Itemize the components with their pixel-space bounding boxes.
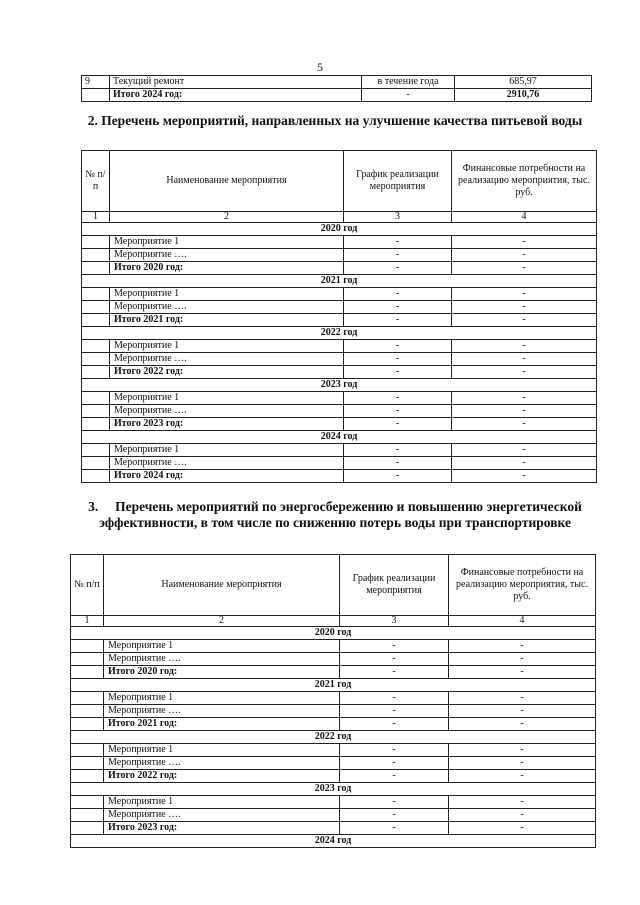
row-finance: - bbox=[449, 757, 596, 770]
table-row bbox=[82, 418, 597, 431]
row-name: Мероприятие 1 bbox=[110, 392, 344, 405]
row-finance: - bbox=[449, 705, 596, 718]
table-row bbox=[82, 405, 597, 418]
row-schedule: - bbox=[344, 262, 452, 275]
row-number bbox=[82, 392, 110, 405]
header-finance: Финансовые потребности на реализацию мероприятия, тыс. руб. bbox=[452, 151, 597, 212]
row-finance: - bbox=[449, 770, 596, 783]
row-number bbox=[71, 640, 104, 653]
table-row bbox=[82, 353, 597, 366]
row-finance: - bbox=[449, 796, 596, 809]
row-name: Мероприятие 1 bbox=[110, 340, 344, 353]
row-number bbox=[82, 262, 110, 275]
row-finance: - bbox=[449, 822, 596, 835]
row-name: Мероприятие 1 bbox=[110, 444, 344, 457]
section-3-text: Перечень мероприятий по энергосбережению и повышению энергетической эффективности, в том числе по снижению потерь воды при транспортировке bbox=[99, 499, 582, 530]
index-row bbox=[82, 212, 597, 223]
row-name: Мероприятие …. bbox=[110, 353, 344, 366]
row-number bbox=[71, 822, 104, 835]
header-schedule: График реализации мероприятия bbox=[340, 555, 449, 616]
table-row bbox=[71, 796, 596, 809]
row-schedule: - bbox=[344, 405, 452, 418]
row-name: Текущий ремонт bbox=[110, 76, 362, 89]
index-cell: 3 bbox=[344, 212, 452, 223]
row-schedule: - bbox=[340, 666, 449, 679]
row-name: Итого 2023 год: bbox=[110, 418, 344, 431]
row-schedule: - bbox=[344, 470, 452, 483]
row-name: Мероприятие 1 bbox=[110, 288, 344, 301]
row-schedule: - bbox=[340, 822, 449, 835]
row-number bbox=[71, 666, 104, 679]
row-number bbox=[82, 89, 110, 102]
table-row bbox=[82, 470, 597, 483]
index-cell: 4 bbox=[452, 212, 597, 223]
table-header-row bbox=[82, 151, 597, 212]
row-finance: - bbox=[452, 236, 597, 249]
year-header-row bbox=[82, 275, 597, 288]
table-row bbox=[82, 444, 597, 457]
row-number bbox=[71, 809, 104, 822]
row-finance: - bbox=[449, 744, 596, 757]
index-cell: 1 bbox=[82, 212, 110, 223]
row-finance: - bbox=[449, 653, 596, 666]
row-name: Мероприятие …. bbox=[110, 457, 344, 470]
row-number bbox=[82, 470, 110, 483]
table-row bbox=[82, 76, 592, 89]
row-number bbox=[82, 444, 110, 457]
row-schedule: - bbox=[344, 366, 452, 379]
section-3-title bbox=[70, 499, 600, 531]
row-finance: - bbox=[452, 288, 597, 301]
row-name: Итого 2020 год: bbox=[104, 666, 340, 679]
year-header-row bbox=[71, 627, 596, 640]
row-finance: - bbox=[452, 418, 597, 431]
year-header-row bbox=[71, 835, 596, 848]
row-schedule: - bbox=[344, 353, 452, 366]
row-name: Мероприятие …. bbox=[104, 705, 340, 718]
year-header-row bbox=[82, 223, 597, 236]
row-name: Мероприятие …. bbox=[104, 757, 340, 770]
row-number bbox=[71, 692, 104, 705]
row-finance: - bbox=[452, 405, 597, 418]
row-finance: - bbox=[452, 340, 597, 353]
table-row bbox=[82, 314, 597, 327]
row-cost: 2910,76 bbox=[455, 89, 592, 102]
row-schedule: - bbox=[362, 89, 455, 102]
row-finance: - bbox=[452, 353, 597, 366]
row-finance: - bbox=[452, 366, 597, 379]
table-row bbox=[82, 89, 592, 102]
row-number bbox=[71, 744, 104, 757]
row-number bbox=[71, 653, 104, 666]
row-schedule: - bbox=[344, 392, 452, 405]
row-schedule: - bbox=[344, 418, 452, 431]
row-schedule: - bbox=[344, 340, 452, 353]
row-finance: - bbox=[452, 314, 597, 327]
row-name: Мероприятие 1 bbox=[110, 236, 344, 249]
year-header-row bbox=[82, 327, 597, 340]
header-name: Наименование мероприятия bbox=[110, 151, 344, 212]
row-number bbox=[82, 353, 110, 366]
row-name: Мероприятие 1 bbox=[104, 744, 340, 757]
row-name: Мероприятие …. bbox=[110, 249, 344, 262]
row-name: Мероприятие 1 bbox=[104, 640, 340, 653]
row-finance: - bbox=[452, 392, 597, 405]
header-finance: Финансовые потребности на реализацию мероприятия, тыс. руб. bbox=[449, 555, 596, 616]
row-number bbox=[71, 770, 104, 783]
row-number bbox=[82, 418, 110, 431]
table-row bbox=[82, 236, 597, 249]
year-label: 2023 год bbox=[82, 379, 597, 392]
row-number bbox=[71, 796, 104, 809]
index-row bbox=[71, 616, 596, 627]
row-number bbox=[71, 718, 104, 731]
row-name: Итого 2021 год: bbox=[110, 314, 344, 327]
row-name: Итого 2021 год: bbox=[104, 718, 340, 731]
year-label: 2024 год bbox=[82, 431, 597, 444]
row-name: Итого 2020 год: bbox=[110, 262, 344, 275]
header-name: Наименование мероприятия bbox=[104, 555, 340, 616]
row-number bbox=[82, 301, 110, 314]
page-number: 5 bbox=[317, 60, 323, 74]
row-number bbox=[71, 705, 104, 718]
row-number bbox=[82, 366, 110, 379]
row-name: Мероприятие 1 bbox=[104, 692, 340, 705]
table-row bbox=[71, 653, 596, 666]
year-header-row bbox=[82, 431, 597, 444]
year-header-row bbox=[71, 731, 596, 744]
table-row bbox=[82, 340, 597, 353]
row-name: Мероприятие …. bbox=[104, 653, 340, 666]
row-schedule: - bbox=[340, 744, 449, 757]
row-schedule: - bbox=[340, 705, 449, 718]
row-name: Итого 2022 год: bbox=[104, 770, 340, 783]
year-label: 2024 год bbox=[71, 835, 596, 848]
row-schedule: - bbox=[340, 770, 449, 783]
row-finance: - bbox=[452, 301, 597, 314]
row-schedule: - bbox=[344, 444, 452, 457]
header-num: № п/п bbox=[82, 151, 110, 212]
row-schedule: - bbox=[340, 796, 449, 809]
row-name: Итого 2024 год: bbox=[110, 89, 362, 102]
row-finance: - bbox=[452, 444, 597, 457]
row-number bbox=[82, 457, 110, 470]
row-finance: - bbox=[452, 249, 597, 262]
table-row bbox=[82, 301, 597, 314]
year-label: 2021 год bbox=[82, 275, 597, 288]
section-2-body bbox=[82, 223, 597, 483]
section-3-number: 3. bbox=[88, 499, 99, 514]
year-label: 2020 год bbox=[71, 627, 596, 640]
index-cell: 1 bbox=[71, 616, 104, 627]
table-header-row bbox=[71, 555, 596, 616]
year-header-row bbox=[71, 783, 596, 796]
row-name: Мероприятие …. bbox=[110, 301, 344, 314]
row-finance: - bbox=[452, 457, 597, 470]
row-number bbox=[82, 249, 110, 262]
row-finance: - bbox=[449, 809, 596, 822]
row-number bbox=[82, 314, 110, 327]
table-row bbox=[71, 640, 596, 653]
row-number bbox=[82, 236, 110, 249]
row-schedule: - bbox=[344, 457, 452, 470]
table-row bbox=[71, 744, 596, 757]
row-name: Мероприятие …. bbox=[110, 405, 344, 418]
row-schedule: - bbox=[340, 640, 449, 653]
row-schedule: - bbox=[340, 757, 449, 770]
row-schedule: - bbox=[340, 653, 449, 666]
table-row bbox=[71, 718, 596, 731]
row-finance: - bbox=[452, 470, 597, 483]
table-row bbox=[71, 692, 596, 705]
table-row bbox=[82, 366, 597, 379]
header-num: № п/п bbox=[71, 555, 104, 616]
table-row bbox=[71, 705, 596, 718]
table-row bbox=[82, 288, 597, 301]
index-cell: 2 bbox=[104, 616, 340, 627]
index-cell: 2 bbox=[110, 212, 344, 223]
row-schedule: - bbox=[340, 809, 449, 822]
row-schedule: - bbox=[340, 718, 449, 731]
index-cell: 3 bbox=[340, 616, 449, 627]
row-schedule: - bbox=[340, 692, 449, 705]
table-row bbox=[82, 392, 597, 405]
row-number bbox=[71, 757, 104, 770]
section-3-body bbox=[71, 627, 596, 848]
section-2-table bbox=[81, 150, 597, 483]
table-row bbox=[82, 249, 597, 262]
year-label: 2022 год bbox=[71, 731, 596, 744]
previous-table-tail bbox=[81, 75, 592, 102]
row-cost: 685,97 bbox=[455, 76, 592, 89]
row-schedule: - bbox=[344, 301, 452, 314]
row-schedule: в течение года bbox=[362, 76, 455, 89]
row-finance: - bbox=[449, 692, 596, 705]
row-schedule: - bbox=[344, 314, 452, 327]
row-schedule: - bbox=[344, 249, 452, 262]
row-schedule: - bbox=[344, 288, 452, 301]
row-finance: - bbox=[449, 640, 596, 653]
table-row bbox=[71, 822, 596, 835]
row-name: Итого 2023 год: bbox=[104, 822, 340, 835]
row-name: Мероприятие 1 bbox=[104, 796, 340, 809]
row-name: Итого 2024 год: bbox=[110, 470, 344, 483]
year-header-row bbox=[82, 379, 597, 392]
section-3-table bbox=[70, 554, 596, 848]
row-number: 9 bbox=[82, 76, 110, 89]
table-row bbox=[82, 457, 597, 470]
year-label: 2020 год bbox=[82, 223, 597, 236]
year-label: 2022 год bbox=[82, 327, 597, 340]
table-row bbox=[82, 262, 597, 275]
row-number bbox=[82, 405, 110, 418]
table-row bbox=[71, 666, 596, 679]
row-number bbox=[82, 288, 110, 301]
row-name: Итого 2022 год: bbox=[110, 366, 344, 379]
row-schedule: - bbox=[344, 236, 452, 249]
section-2-title: 2. Перечень мероприятий, направленных на улучшение качества питьевой воды bbox=[87, 113, 583, 128]
year-label: 2021 год bbox=[71, 679, 596, 692]
table-row bbox=[71, 809, 596, 822]
table-row bbox=[71, 770, 596, 783]
row-finance: - bbox=[449, 666, 596, 679]
year-label: 2023 год bbox=[71, 783, 596, 796]
row-number bbox=[82, 340, 110, 353]
row-name: Мероприятие …. bbox=[104, 809, 340, 822]
header-schedule: График реализации мероприятия bbox=[344, 151, 452, 212]
table-row bbox=[71, 757, 596, 770]
row-finance: - bbox=[452, 262, 597, 275]
index-cell: 4 bbox=[449, 616, 596, 627]
year-header-row bbox=[71, 679, 596, 692]
row-finance: - bbox=[449, 718, 596, 731]
